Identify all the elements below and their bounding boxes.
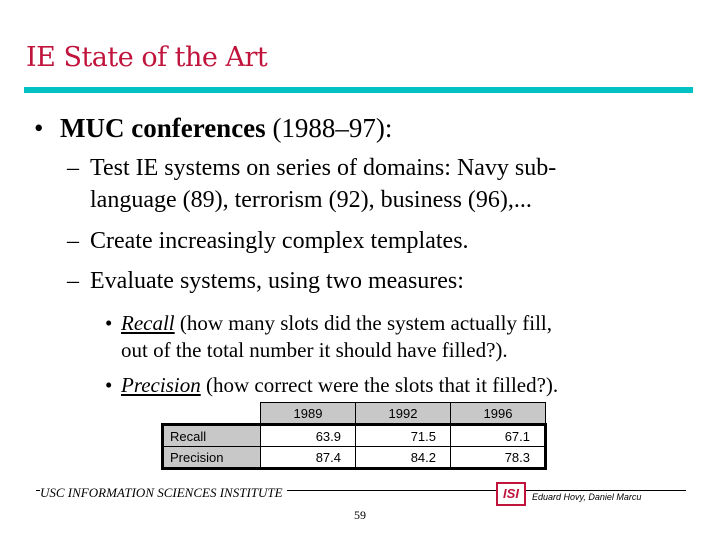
footer-authors: Eduard Hovy, Daniel Marcu xyxy=(532,492,642,502)
sub-bullet-1-line2: language (89), terrorism (92), business (96),... xyxy=(90,187,532,213)
dash-marker: – xyxy=(67,228,79,254)
table-cell: 84.2 xyxy=(356,447,451,469)
precision-desc: (how correct were the slots that it filled?). xyxy=(200,373,559,397)
dash-marker: – xyxy=(67,268,79,294)
recall-desc-line2: out of the total number it should have filled?). xyxy=(121,338,508,362)
table-header-cell: 1996 xyxy=(451,403,546,425)
results-table xyxy=(161,402,547,470)
table-cell: 67.1 xyxy=(451,425,546,447)
main-bullet-rest: (1988–97): xyxy=(265,113,393,143)
bullet-marker: • xyxy=(105,373,113,397)
isi-logo-icon: ISI xyxy=(496,482,526,506)
table-header-cell: 1992 xyxy=(356,403,451,425)
row-label: Recall xyxy=(163,425,261,447)
recall-desc-line1: (how many slots did the system actually fill, xyxy=(174,311,553,335)
bullet-marker: • xyxy=(34,113,44,143)
main-bullet-text xyxy=(60,112,392,144)
sub-bullet-2-text: Create increasingly complex templates. xyxy=(90,228,469,254)
page-number: 59 xyxy=(354,508,366,522)
main-bullet-bold: MUC conferences xyxy=(60,113,266,143)
footer-institute: USC INFORMATION SCIENCES INSTITUTE xyxy=(40,485,287,501)
table-cell: 78.3 xyxy=(451,447,546,469)
table-header-row xyxy=(163,403,546,425)
recall-term: Recall xyxy=(121,311,175,335)
dash-marker: – xyxy=(67,155,79,181)
table-cell: 87.4 xyxy=(261,447,356,469)
table-corner xyxy=(163,403,261,425)
slide-title: IE State of the Art xyxy=(26,42,268,73)
table-cell: 71.5 xyxy=(356,425,451,447)
table-header-cell: 1989 xyxy=(261,403,356,425)
sub-bullet-1-line1: Test IE systems on series of domains: Navy sub- xyxy=(90,155,557,181)
table-row xyxy=(163,447,546,469)
title-rule xyxy=(24,87,693,93)
row-label: Precision xyxy=(163,447,261,469)
precision-term: Precision xyxy=(121,373,201,397)
bullet-marker: • xyxy=(105,311,113,335)
table-row xyxy=(163,425,546,447)
table-cell: 63.9 xyxy=(261,425,356,447)
sub-bullet-3-text: Evaluate systems, using two measures: xyxy=(90,268,464,294)
